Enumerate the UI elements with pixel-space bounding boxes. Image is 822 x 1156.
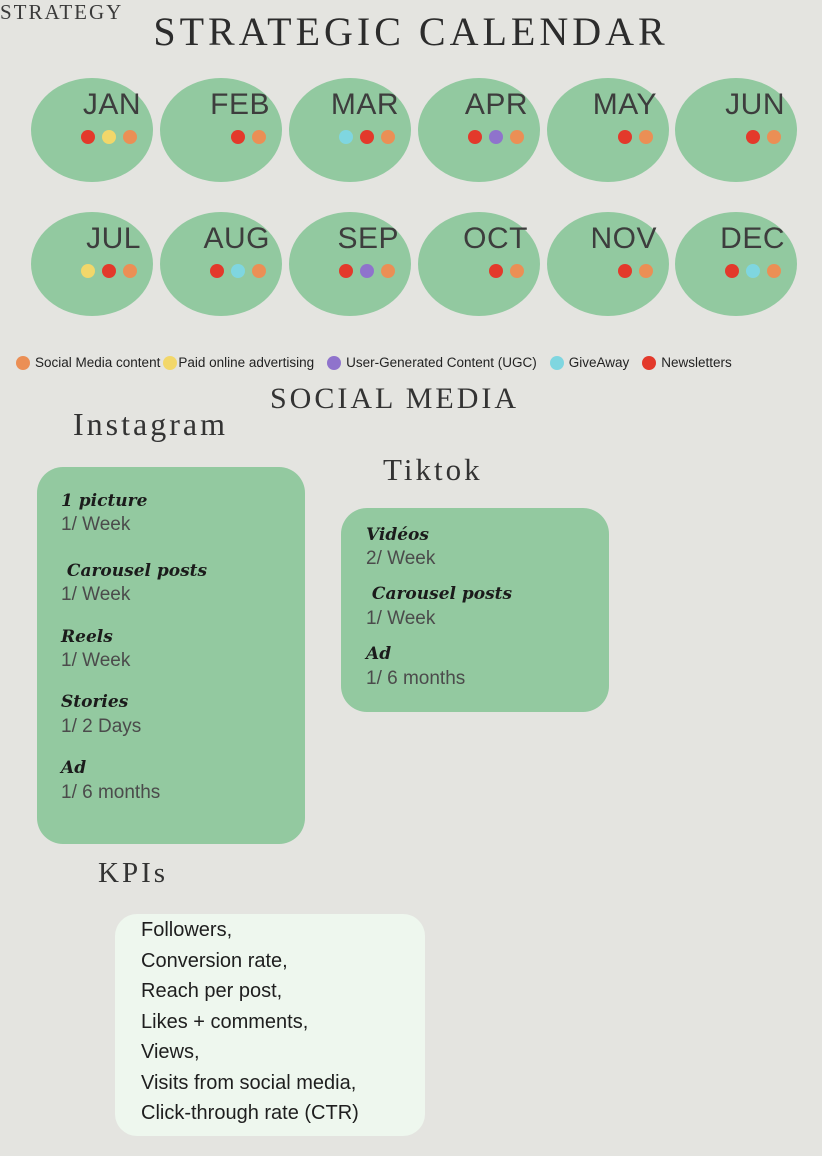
paid-dot [102, 130, 116, 144]
item-title: Vidéos [366, 525, 429, 545]
newsletters-dot [746, 130, 760, 144]
item-frequency: 1/ 6 months [61, 782, 161, 803]
legend-dot [550, 356, 564, 370]
month-dots [489, 264, 524, 278]
kpi-list [141, 915, 359, 1129]
legend-label: User-Generated Content (UGC) [346, 355, 537, 370]
month-apr [418, 78, 540, 182]
month-label: AUG [203, 222, 270, 255]
month-nov [547, 212, 669, 316]
newsletters-dot [468, 130, 482, 144]
month-dots [468, 130, 524, 144]
month-feb [160, 78, 282, 182]
month-dots [746, 130, 781, 144]
month-label: JUN [725, 88, 785, 121]
social-dot [381, 130, 395, 144]
newsletters-dot [102, 264, 116, 278]
month-dots [231, 130, 266, 144]
month-dots [618, 130, 653, 144]
calendar-legend [16, 355, 732, 370]
month-label: SEP [337, 222, 399, 255]
month-jan [31, 78, 153, 182]
item-title: 1 picture [61, 491, 148, 511]
newsletters-dot [725, 264, 739, 278]
newsletters-dot [360, 130, 374, 144]
social-dot [123, 130, 137, 144]
kpi-item: Reach per post, [141, 980, 283, 1002]
month-oct [418, 212, 540, 316]
kpi-item: Views, [141, 1041, 200, 1063]
kpi-item: Click-through rate (CTR) [141, 1102, 359, 1124]
item-title: Stories [61, 692, 129, 712]
legend-dot [642, 356, 656, 370]
kpi-item: Followers, [141, 919, 233, 941]
month-label: NOV [590, 222, 657, 255]
item-title: Carousel posts [61, 561, 208, 581]
ugc-dot [360, 264, 374, 278]
social-dot [639, 264, 653, 278]
newsletters-dot [339, 264, 353, 278]
newsletters-dot [81, 130, 95, 144]
legend-label: Social Media content [35, 355, 161, 370]
item-frequency: 1/ Week [366, 608, 436, 629]
social-dot [510, 130, 524, 144]
legend-dot [16, 356, 30, 370]
kpi-list-box [115, 914, 425, 1136]
tiktok-card [341, 508, 609, 712]
page-kicker: STRATEGY [0, 0, 124, 24]
month-label: FEB [210, 88, 270, 121]
month-label: DEC [720, 222, 785, 255]
month-aug [160, 212, 282, 316]
page-title: STRATEGIC CALENDAR [153, 9, 669, 54]
newsletters-dot [618, 130, 632, 144]
item-frequency: 1/ Week [61, 584, 131, 605]
newsletters-dot [231, 130, 245, 144]
month-dots [339, 264, 395, 278]
social-media-title: SOCIAL MEDIA [270, 382, 520, 415]
month-label: MAR [330, 88, 399, 121]
legend-item-giveaway [550, 355, 630, 370]
legend-dot [327, 356, 341, 370]
legend-label: Newsletters [661, 355, 732, 370]
tiktok-title: Tiktok [383, 452, 483, 487]
legend-item-ugc [327, 355, 537, 370]
kpi-item: Conversion rate, [141, 949, 288, 972]
legend-dot [163, 356, 177, 370]
giveaway-dot [339, 130, 353, 144]
month-jul [31, 212, 153, 316]
legend-item-social [16, 355, 160, 370]
month-dots [339, 130, 395, 144]
item-title: Ad [366, 644, 392, 664]
month-label: JAN [82, 88, 141, 121]
item-frequency: 1/ 6 months [366, 668, 466, 689]
paid-dot [81, 264, 95, 278]
item-frequency: 1/ 2 Days [61, 716, 142, 737]
month-dots [81, 130, 137, 144]
newsletters-dot [618, 264, 632, 278]
month-label: APR [464, 88, 528, 121]
instagram-title: Instagram [73, 406, 228, 442]
social-dot [767, 264, 781, 278]
social-dot [767, 130, 781, 144]
legend-label: GiveAway [568, 355, 630, 370]
month-label: JUL [86, 222, 141, 255]
legend-item-paid [163, 355, 314, 370]
month-dec [675, 212, 797, 316]
legend-label: Paid online advertising [178, 355, 315, 370]
item-title: Reels [61, 627, 113, 647]
item-frequency: 1/ Week [61, 650, 131, 671]
item-title: Ad [61, 758, 87, 778]
month-sep [289, 212, 411, 316]
month-dots [725, 264, 781, 278]
newsletters-dot [210, 264, 224, 278]
month-label: OCT [463, 222, 528, 255]
instagram-card [37, 467, 305, 844]
giveaway-dot [231, 264, 245, 278]
month-mar [289, 78, 411, 182]
month-may [547, 78, 669, 182]
giveaway-dot [746, 264, 760, 278]
newsletters-dot [489, 264, 503, 278]
kpis-title: KPIs [98, 857, 169, 889]
kpi-item: Visits from social media, [141, 1071, 357, 1094]
kpi-item: Likes + comments, [141, 1010, 309, 1033]
social-dot [639, 130, 653, 144]
social-dot [252, 130, 266, 144]
legend-item-newsletters [642, 355, 732, 370]
social-dot [252, 264, 266, 278]
ugc-dot [489, 130, 503, 144]
item-frequency: 2/ Week [366, 548, 436, 569]
item-frequency: 1/ Week [61, 514, 131, 535]
month-label: MAY [592, 88, 657, 121]
month-jun [675, 78, 797, 182]
social-dot [123, 264, 137, 278]
social-dot [510, 264, 524, 278]
month-dots [618, 264, 653, 278]
month-dots [210, 264, 266, 278]
item-title: Carousel posts [366, 584, 513, 604]
month-dots [81, 264, 137, 278]
social-dot [381, 264, 395, 278]
